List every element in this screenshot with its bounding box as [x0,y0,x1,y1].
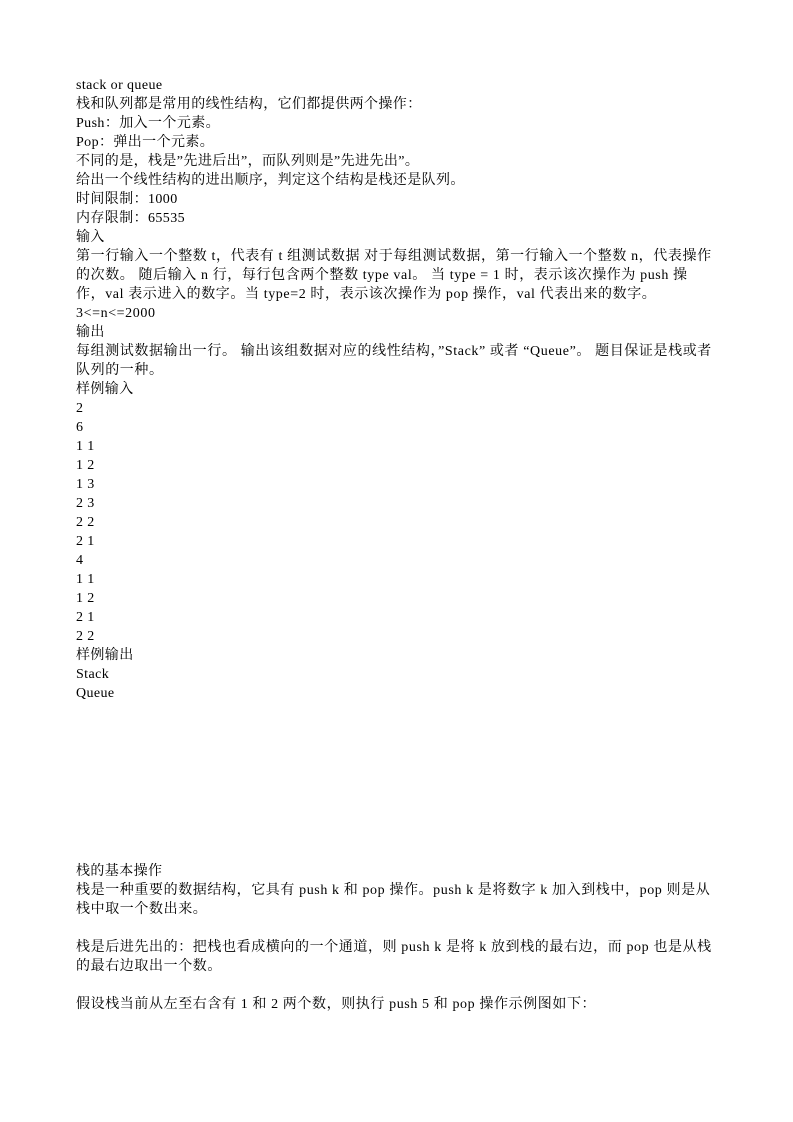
paragraph-1: 栈是一种重要的数据结构，它具有 push k 和 pop 操作。push k 是将数字 k 加入到栈中，pop 则是从栈中取一个数出来。 [76,883,711,917]
push-description: Push：加入一个元素。 [76,116,221,131]
memory-limit: 内存限制：65535 [76,211,185,226]
difference-text: 不同的是，栈是”先进后出”，而队列则是”先进先出”。 [76,154,420,169]
sample-input-line: 1 2 [76,458,95,473]
sample-output-line: Stack [76,667,110,682]
problem-stack-or-queue [76,76,716,703]
sample-input-heading: 样例输入 [76,382,134,397]
task-text: 给出一个线性结构的进出顺序，判定这个结构是栈还是队列。 [76,173,465,188]
sample-input-line: 2 3 [76,496,95,511]
sample-input-line: 2 1 [76,534,95,549]
paragraph-2: 栈是后进先出的：把栈也看成横向的一个通道，则 push k 是将 k 放到栈的最右边，而 pop 也是从栈的最右边取出一个数。 [76,940,712,974]
paragraph-spacer [76,919,716,938]
paragraph-3: 假设栈当前从左至右含有 1 和 2 两个数，则执行 push 5 和 pop 操作示例图如下： [76,997,597,1012]
sample-input-line: 1 2 [76,591,95,606]
sample-input-line: 4 [76,553,84,568]
problem-title: stack or queue [76,78,163,93]
sample-input-line: 1 1 [76,439,95,454]
sample-input-line: 2 2 [76,515,95,530]
input-description: 第一行输入一个整数 t，代表有 t 组测试数据 对于每组测试数据，第一行输入一个整数 n，代表操作的次数。 随后输入 n 行，每行包含两个整数 type val。 当 type = 1 时，表示该次操作为 push 操作，val 表示进入的数字。当 type=2 时，表示该次操作为 pop 操作，val 代表出来的数字。 3<=n<=2000 [76,249,712,321]
sample-input-line: 2 1 [76,610,95,625]
time-limit: 时间限制：1000 [76,192,178,207]
problem-stack-basic-operations [76,862,716,1014]
pop-description: Pop：弹出一个元素。 [76,135,215,150]
paragraph-spacer [76,976,716,995]
sample-input-line: 6 [76,420,84,435]
sample-input-line: 2 [76,401,84,416]
sample-input-line: 1 3 [76,477,95,492]
output-description: 每组测试数据输出一行。 输出该组数据对应的线性结构，”Stack” 或者 “Queue”。 题目保证是栈或者队列的一种。 [76,344,712,378]
intro-text: 栈和队列都是常用的线性结构，它们都提供两个操作： [76,97,422,112]
sample-input-line: 2 2 [76,629,95,644]
sample-output-heading: 样例输出 [76,648,134,663]
problem-title: 栈的基本操作 [76,864,163,879]
sample-output-line: Queue [76,686,115,701]
sample-input-line: 1 1 [76,572,95,587]
output-heading: 输出 [76,325,105,340]
input-heading: 输入 [76,230,105,245]
